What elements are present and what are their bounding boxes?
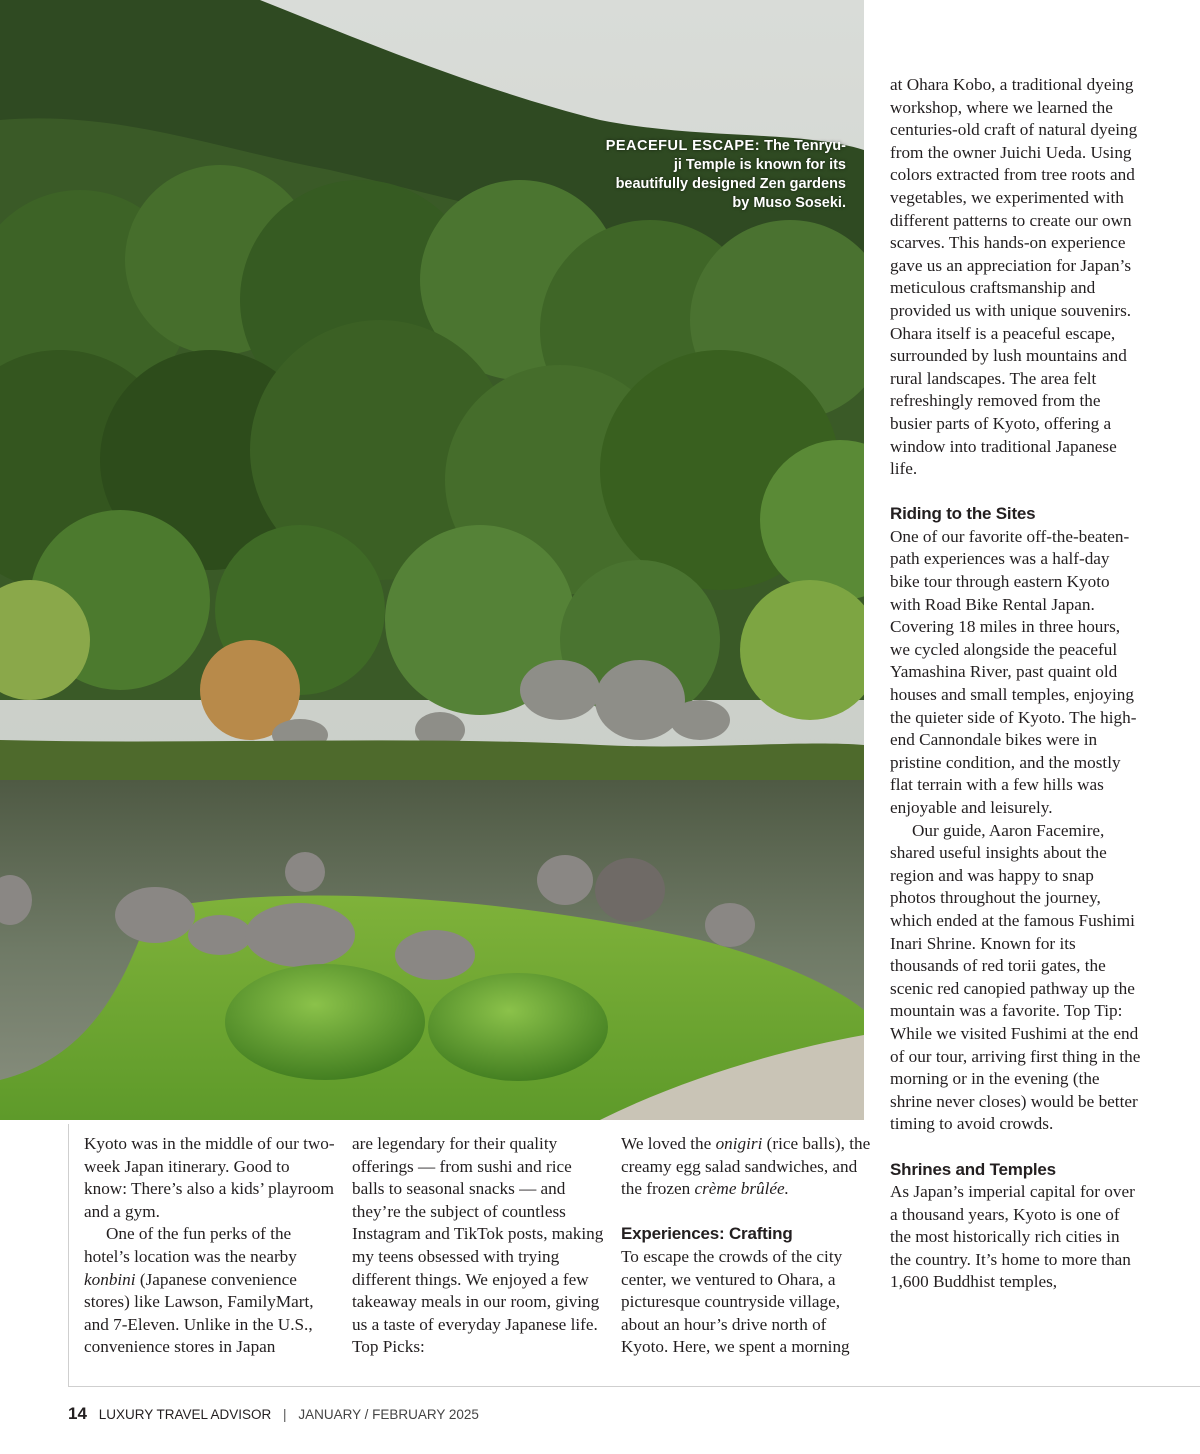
article-column-4 [890, 74, 1142, 1294]
paragraph: To escape the crowds of the city center, we ventured to Ohara, a picturesque countryside village, about an hour’s drive north of Kyoto. Here, we spent a morning [621, 1246, 850, 1357]
italic-term: onigiri [715, 1134, 763, 1153]
page-footer [68, 1404, 479, 1424]
italic-term: konbini [84, 1269, 136, 1289]
paragraph: Kyoto was in the middle of our two-week Japan itinerary. Good to know: There’s also a kids’ playroom and a gym. [84, 1134, 335, 1221]
issue-date: JANUARY / FEBRUARY 2025 [298, 1407, 479, 1422]
caption-text: The Tenryu-ji Temple is known for its beautifully designed Zen gardens by Muso Soseki. [615, 138, 846, 211]
article-column-2 [352, 1133, 604, 1359]
paragraph: Our guide, Aaron Facemire, shared useful insights about the region and was happy to snap photos throughout the journey, which ended at the famous Fushimi Inari Shrine. Known for its thousands of red torii gates, the scenic red canopied pathway up the mountain was a favorite. Top Tip: While we visited Fushimi at the end of our tour, arriving first thing in the morning or in the evening (the shrine never closes) would be better timing to avoid crowds. [890, 820, 1141, 1134]
paragraph: We loved the onigiri (rice balls), the creamy egg salad sandwiches, and the frozen crème brûlée. [621, 1134, 871, 1199]
article-column-3 [621, 1133, 873, 1359]
footer-separator: | [283, 1407, 287, 1422]
caption-kicker: PEACEFUL ESCAPE: [605, 138, 761, 154]
paragraph: One of the fun perks of the hotel’s location was the nearby konbini (Japanese convenience stores) like Lawson, FamilyMart, and 7-Eleven. Unlike in the U.S., convenience stores in Japan [84, 1224, 314, 1357]
section-heading: Shrines and Temples [890, 1159, 1056, 1179]
section-heading: Riding to the Sites [890, 504, 1036, 524]
paragraph: As Japan’s imperial capital for over a thousand years, Kyoto is one of the most historically rich cities in the country. It’s home to more than 1,600 Buddhist temples, [890, 1182, 1135, 1292]
photo-caption [600, 137, 846, 213]
publication-name: LUXURY TRAVEL ADVISOR [98, 1407, 272, 1422]
frame-rule-vertical [68, 1124, 69, 1386]
paragraph: One of our favorite off-the-beaten-path experiences was a half-day bike tour through eastern Kyoto with Road Bike Rental Japan. Covering 18 miles in three hours, we cycled alongside the peaceful Yamashina River, past quaint old houses and small temples, enjoying the quieter side of Kyoto. The high-end Cannondale bikes were in pristine condition, and the mostly flat terrain with a few hills was enjoyable and leisurely. [890, 526, 1137, 817]
article-column-1 [84, 1133, 336, 1359]
section-heading: Experiences: Crafting [621, 1224, 793, 1244]
paragraph: at Ohara Kobo, a traditional dyeing workshop, where we learned the centuries-old craft of natural dyeing from the owner Juichi Ueda. Using colors extracted from tree roots and vegetables, we experimented with different patterns to create our own scarves. This hands-on experience gave us an appreciation for Japan’s meticulous craftsmanship and provided us with unique souvenirs. Ohara itself is a peaceful escape, surrounded by lush mountains and rural landscapes. The area felt refreshingly removed from the busier parts of Kyoto, offering a window into traditional Japanese life. [890, 75, 1138, 479]
frame-rule-horizontal [68, 1386, 1200, 1387]
paragraph: are legendary for their quality offerings — from sushi and rice balls to seasonal snacks — and they’re the subject of countless Instagram and TikTok posts, making my teens obsessed with trying different things. We enjoyed a few takeaway meals in our room, giving us a taste of everyday Japanese life. Top Picks: [352, 1134, 604, 1357]
page-number: 14 [68, 1404, 87, 1423]
italic-term: crème brûlée. [694, 1179, 789, 1199]
